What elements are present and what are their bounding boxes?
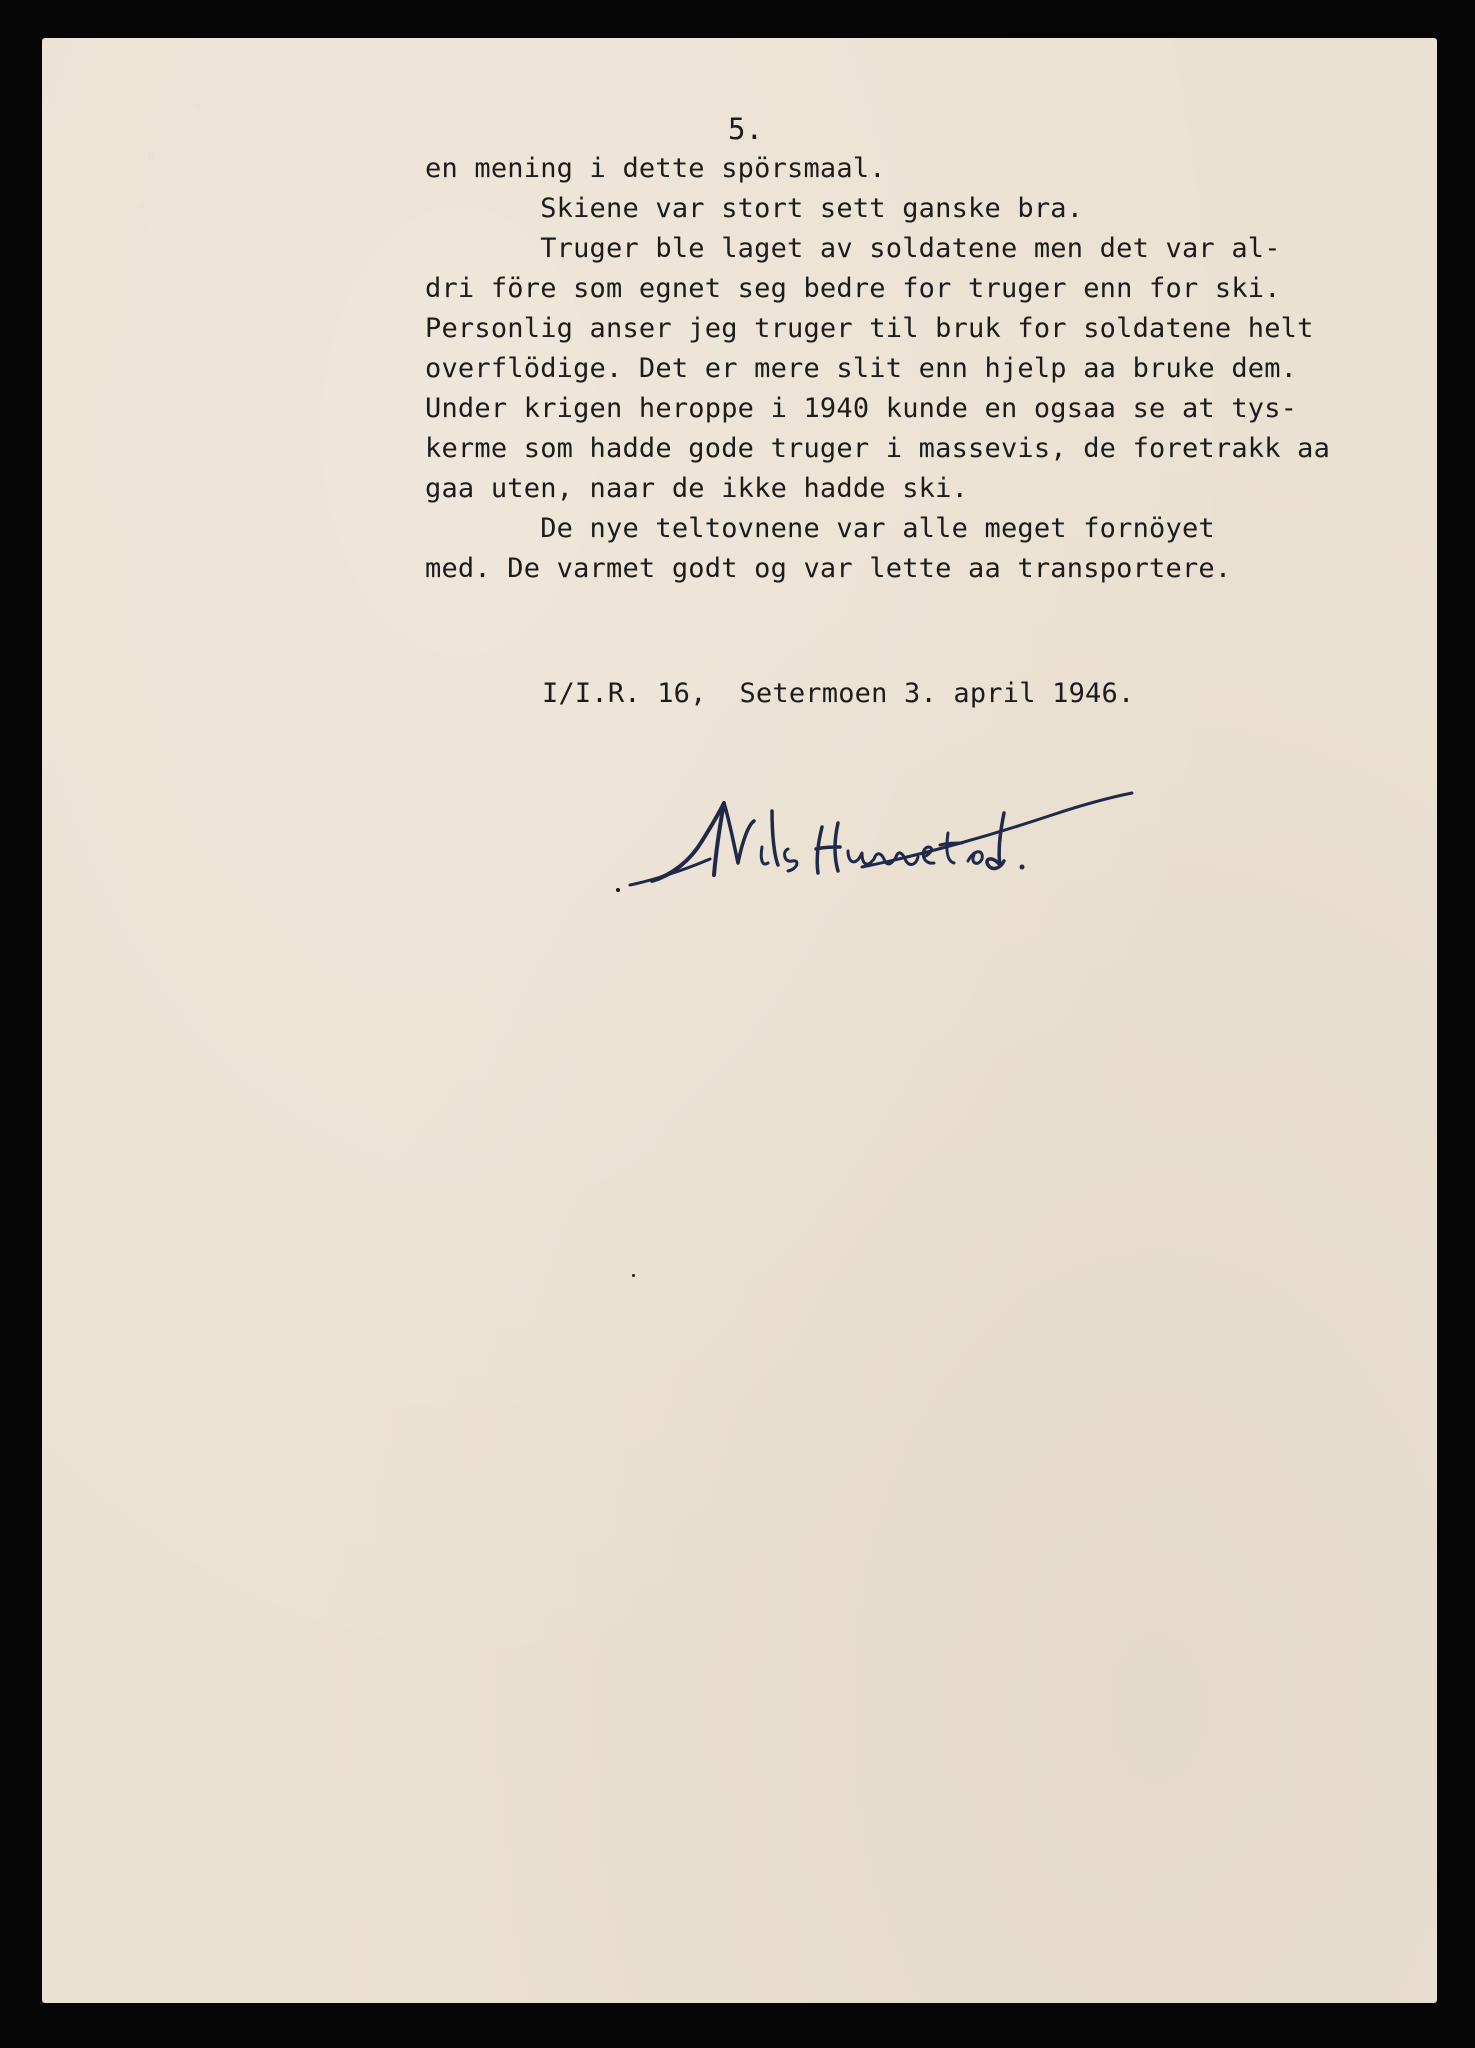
body-line: Under krigen heroppe i 1940 kunde en ogsaa se at tys- [425, 393, 1298, 424]
handwritten-signature [612, 763, 1172, 923]
body-line: De nye teltovnene var alle meget fornöyet [425, 513, 1215, 544]
margin-mark [148, 152, 154, 161]
body-line: en mening i dette spörsmaal. [425, 153, 886, 184]
body-line: dri före som egnet seg bedre for truger enn for ski. [425, 273, 1281, 304]
margin-mark [196, 103, 200, 107]
dateline: I/I.R. 16, Setermoen 3. april 1946. [542, 678, 1135, 709]
body-line: gaa uten, naar de ikke hadde ski. [425, 473, 969, 504]
paper-speck [616, 888, 620, 892]
body-line: med. De varmet godt og var lette aa transportere. [425, 553, 1232, 584]
margin-mark [140, 205, 144, 209]
body-line: Skiene var stort sett ganske bra. [425, 193, 1084, 224]
paper-speck [632, 1274, 635, 1277]
body-line: kerme som hadde gode truger i massevis, de foretrakk aa [425, 433, 1331, 464]
body-line: Truger ble laget av soldatene men det var al- [425, 233, 1281, 264]
body-line: overflödige. Det er mere slit enn hjelp aa bruke dem. [425, 353, 1298, 384]
page-number: 5. [728, 112, 764, 146]
body-line: Personlig anser jeg truger til bruk for soldatene helt [425, 313, 1314, 344]
margin-mark [142, 228, 147, 231]
document-page [42, 38, 1437, 2003]
